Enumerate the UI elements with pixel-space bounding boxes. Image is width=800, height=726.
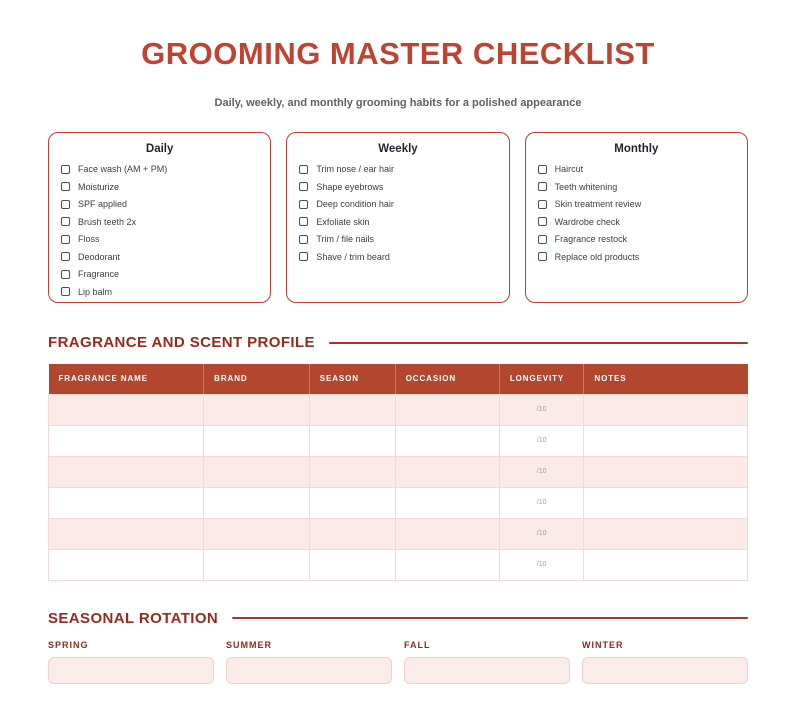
brand-cell[interactable] xyxy=(204,425,310,456)
table-row xyxy=(49,394,748,425)
season-cell[interactable] xyxy=(309,518,395,549)
table-row xyxy=(49,487,748,518)
check-label: Exfoliate skin xyxy=(316,216,370,227)
col-header-brand: BRAND xyxy=(204,364,310,394)
check-label: Lip balm xyxy=(78,286,113,297)
season-cell[interactable] xyxy=(309,549,395,580)
checkbox-icon[interactable] xyxy=(538,252,547,261)
checkbox-icon[interactable] xyxy=(538,200,547,209)
fragrance-name-cell[interactable] xyxy=(49,487,204,518)
notes-cell[interactable] xyxy=(584,487,748,518)
notes-cell[interactable] xyxy=(584,549,748,580)
longevity-cell[interactable]: /10 xyxy=(499,487,584,518)
check-label: Wardrobe check xyxy=(554,216,620,227)
check-label: Face wash (AM + PM) xyxy=(78,164,168,174)
occasion-cell[interactable] xyxy=(395,425,499,456)
brand-cell[interactable] xyxy=(204,394,310,425)
longevity-cell[interactable]: /10 xyxy=(499,549,584,580)
brand-cell[interactable] xyxy=(204,456,310,487)
checkbox-icon[interactable] xyxy=(61,217,70,226)
occasion-cell[interactable] xyxy=(395,518,499,549)
seasonal-rotation-grid xyxy=(48,640,748,684)
checkbox-icon[interactable] xyxy=(538,182,547,191)
daily-panel xyxy=(48,132,271,303)
check-label: Replace old products xyxy=(554,251,640,262)
fragrance-name-cell[interactable] xyxy=(49,456,204,487)
list-item xyxy=(538,164,735,174)
list-item xyxy=(299,164,496,174)
check-label: Trim / file nails xyxy=(316,234,375,244)
checkbox-icon[interactable] xyxy=(299,217,308,226)
notes-cell[interactable] xyxy=(584,425,748,456)
monthly-panel-title: Monthly xyxy=(614,143,659,155)
checkbox-icon[interactable] xyxy=(61,165,70,174)
winter-input-box[interactable] xyxy=(582,657,748,684)
occasion-cell[interactable] xyxy=(395,487,499,518)
longevity-cell[interactable]: /10 xyxy=(499,518,584,549)
weekly-panel xyxy=(286,132,509,303)
fragrance-name-cell[interactable] xyxy=(49,425,204,456)
check-label: Moisturize xyxy=(78,181,120,192)
season-label-spring: SPRING xyxy=(48,639,89,650)
heading-rule xyxy=(232,617,748,619)
list-item xyxy=(61,164,258,174)
notes-cell[interactable] xyxy=(584,518,748,549)
monthly-panel xyxy=(525,132,748,303)
checkbox-icon[interactable] xyxy=(61,200,70,209)
list-item xyxy=(538,182,735,192)
checkbox-icon[interactable] xyxy=(299,252,308,261)
checkbox-icon[interactable] xyxy=(299,182,308,191)
season-column-summer xyxy=(226,640,392,684)
page-subtitle: Daily, weekly, and monthly grooming habits for a polished appearance xyxy=(214,97,582,109)
fall-input-box[interactable] xyxy=(404,657,570,684)
brand-cell[interactable] xyxy=(204,487,310,518)
check-label: Brush teeth 2x xyxy=(78,216,137,227)
fragrance-table xyxy=(48,364,748,581)
seasonal-section-heading xyxy=(48,610,748,627)
heading-rule xyxy=(329,342,748,344)
fragrance-section-title: FRAGRANCE AND SCENT PROFILE xyxy=(48,334,315,351)
check-label: Shave / trim beard xyxy=(316,251,390,262)
checkbox-icon[interactable] xyxy=(61,252,70,261)
notes-cell[interactable] xyxy=(584,456,748,487)
fragrance-name-cell[interactable] xyxy=(49,518,204,549)
list-item xyxy=(61,217,258,227)
checkbox-icon[interactable] xyxy=(299,200,308,209)
page-title: GROOMING MASTER CHECKLIST xyxy=(141,36,655,71)
check-label: Fragrance xyxy=(78,269,120,279)
longevity-cell[interactable]: /10 xyxy=(499,456,584,487)
list-item xyxy=(61,182,258,192)
check-label: Floss xyxy=(78,234,100,244)
table-row xyxy=(49,549,748,580)
checkbox-icon[interactable] xyxy=(299,235,308,244)
notes-cell[interactable] xyxy=(584,394,748,425)
check-label: Skin treatment review xyxy=(554,199,642,209)
season-cell[interactable] xyxy=(309,456,395,487)
list-item xyxy=(299,234,496,244)
list-item xyxy=(61,269,258,279)
checkbox-icon[interactable] xyxy=(61,235,70,244)
fragrance-name-cell[interactable] xyxy=(49,394,204,425)
col-header-season: SEASON xyxy=(309,364,395,394)
longevity-cell[interactable]: /10 xyxy=(499,425,584,456)
col-header-notes: NOTES xyxy=(584,364,748,394)
list-item xyxy=(299,199,496,209)
table-row xyxy=(49,425,748,456)
table-header-row xyxy=(49,364,748,394)
col-header-occasion: OCCASION xyxy=(395,364,499,394)
check-label: SPF applied xyxy=(78,199,128,209)
fragrance-name-cell[interactable] xyxy=(49,549,204,580)
list-item xyxy=(61,234,258,244)
table-row xyxy=(49,456,748,487)
season-label-fall: FALL xyxy=(404,639,431,650)
occasion-cell[interactable] xyxy=(395,549,499,580)
table-row xyxy=(49,518,748,549)
checkbox-icon[interactable] xyxy=(538,217,547,226)
list-item xyxy=(299,217,496,227)
season-cell[interactable] xyxy=(309,394,395,425)
checkbox-icon[interactable] xyxy=(538,165,547,174)
list-item xyxy=(538,234,735,244)
check-label: Haircut xyxy=(554,164,584,174)
checkbox-icon[interactable] xyxy=(61,287,70,296)
checkbox-icon[interactable] xyxy=(538,235,547,244)
spring-input-box[interactable] xyxy=(48,657,214,684)
fragrance-section-heading xyxy=(48,334,748,351)
check-label: Shape eyebrows xyxy=(316,181,384,192)
list-item xyxy=(61,199,258,209)
summer-input-box[interactable] xyxy=(226,657,392,684)
checklist-panels xyxy=(48,132,748,303)
brand-cell[interactable] xyxy=(204,518,310,549)
season-column-fall xyxy=(404,640,570,684)
list-item xyxy=(61,287,258,297)
brand-cell[interactable] xyxy=(204,549,310,580)
check-label: Trim nose / ear hair xyxy=(316,164,395,174)
season-label-winter: WINTER xyxy=(582,639,624,650)
occasion-cell[interactable] xyxy=(395,456,499,487)
list-item xyxy=(538,217,735,227)
seasonal-section-title: SEASONAL ROTATION xyxy=(48,609,219,627)
checkbox-icon[interactable] xyxy=(61,182,70,191)
check-label: Fragrance restock xyxy=(554,234,628,244)
col-header-fragrance-name: FRAGRANCE NAME xyxy=(49,364,204,394)
check-label: Teeth whitening xyxy=(554,181,618,192)
longevity-cell[interactable]: /10 xyxy=(499,394,584,425)
checkbox-icon[interactable] xyxy=(299,165,308,174)
weekly-panel-title: Weekly xyxy=(378,143,418,155)
list-item xyxy=(299,252,496,262)
occasion-cell[interactable] xyxy=(395,394,499,425)
season-cell[interactable] xyxy=(309,487,395,518)
list-item xyxy=(299,182,496,192)
check-label: Deep condition hair xyxy=(316,199,394,209)
check-label: Deodorant xyxy=(78,251,121,262)
list-item xyxy=(538,199,735,209)
col-header-longevity: LONGEVITY xyxy=(499,364,584,394)
checkbox-icon[interactable] xyxy=(61,270,70,279)
list-item xyxy=(538,252,735,262)
daily-panel-title: Daily xyxy=(145,143,174,155)
season-label-summer: SUMMER xyxy=(226,639,272,650)
season-column-winter xyxy=(582,640,748,684)
season-cell[interactable] xyxy=(309,425,395,456)
list-item xyxy=(61,252,258,262)
season-column-spring xyxy=(48,640,214,684)
